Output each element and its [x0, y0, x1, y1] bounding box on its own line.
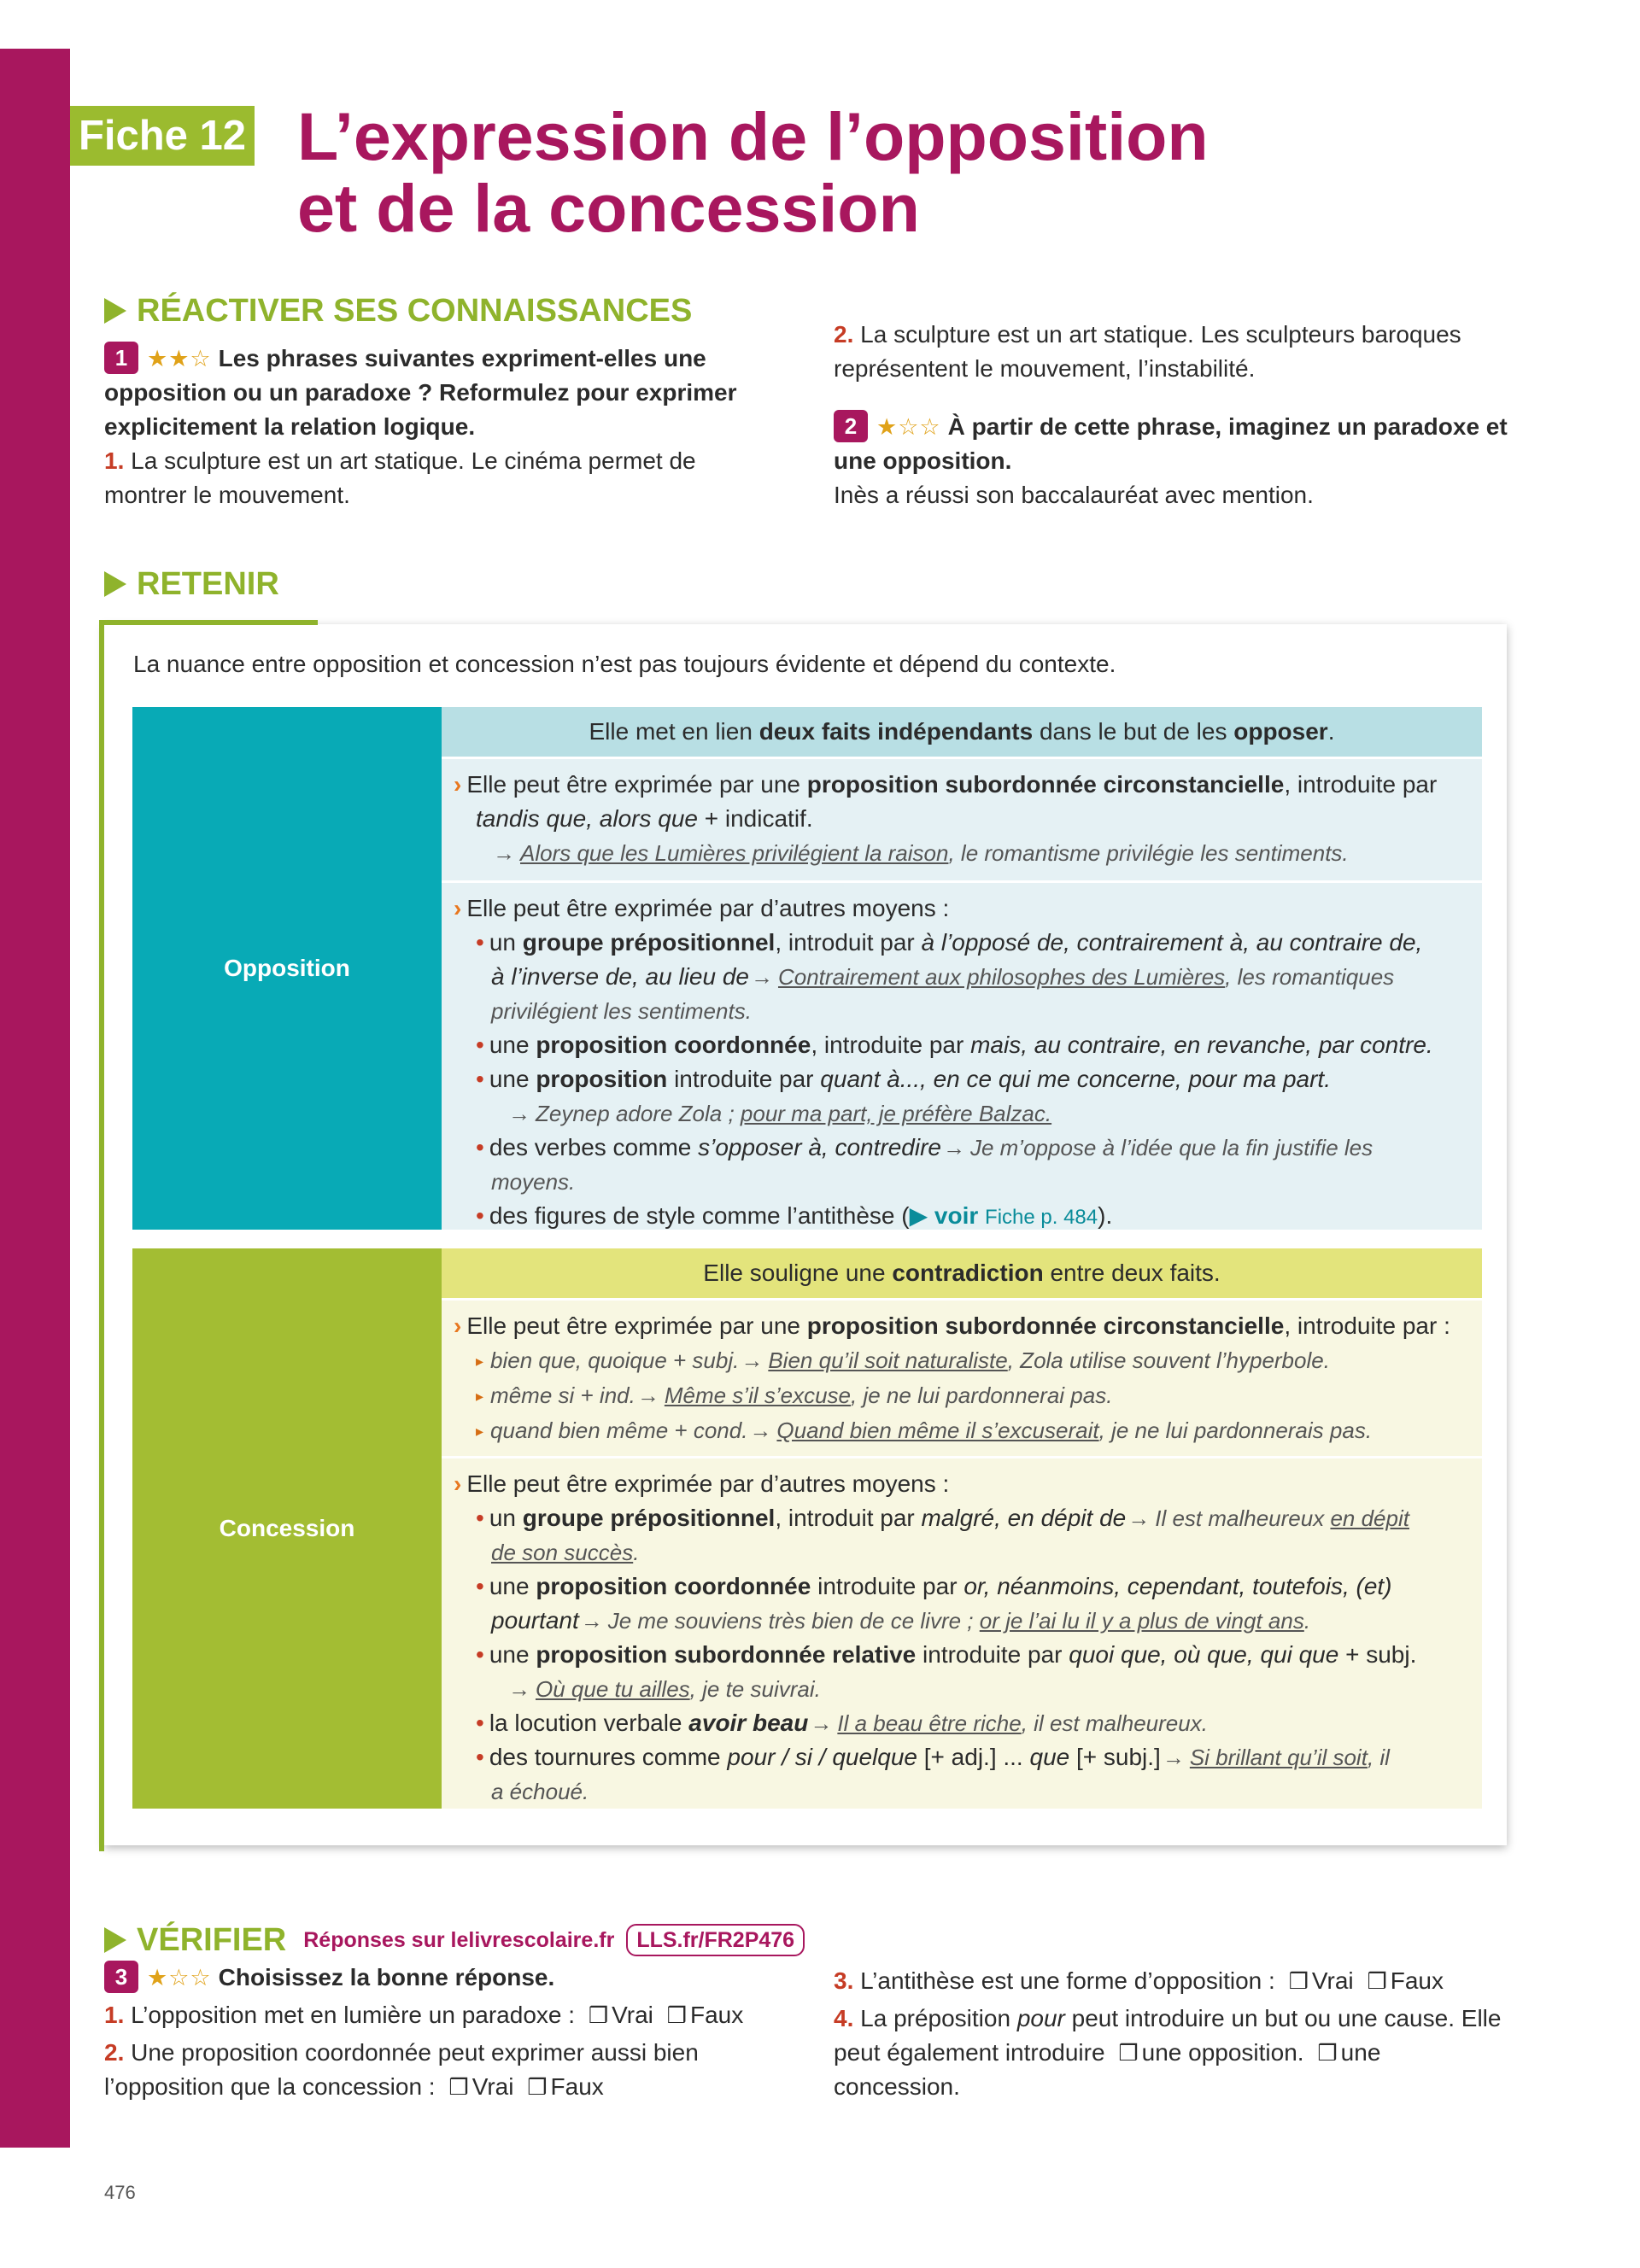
retenir-heading-text: RETENIR	[137, 566, 279, 602]
voir-link[interactable]: ▶ voir	[909, 1202, 979, 1229]
arrow-right-icon: →	[749, 1418, 772, 1443]
retenir-intro: La nuance entre opposition et concession n’est pas toujours évidente et dépend du contexte.	[133, 651, 1116, 677]
title-line-1: L’expression de l’opposition	[297, 98, 1209, 174]
checkbox-faux-q3[interactable]: ❒	[1367, 1968, 1387, 1994]
exercise-2-text: Inès a réussi son baccalauréat avec mention.	[834, 482, 1314, 508]
item-number: 2.	[104, 2039, 125, 2066]
difficulty-stars-icon: ★☆☆	[876, 414, 941, 440]
arrow-right-icon: →	[493, 840, 515, 866]
play-triangle-icon	[104, 1927, 126, 1953]
play-triangle-icon	[104, 571, 126, 597]
vrai-label: Vrai	[612, 2002, 653, 2028]
exercise-3-instruction: Choisissez la bonne réponse.	[218, 1964, 555, 1990]
arrow-right-icon: →	[942, 1135, 965, 1160]
retenir-accent-bar	[99, 620, 318, 625]
faux-label: Faux	[689, 2002, 744, 2028]
arrow-right-icon: →	[1128, 1505, 1151, 1531]
opposition-subordinate: › Elle peut être exprimée par une proposition subordonnée circonstancielle, introduite par tandis que, alors que + indicatif. → Alors que les Lumières privilégient la raison, le romantisme privilégie les sentiments.	[454, 771, 1438, 866]
item-number: 1.	[104, 2002, 125, 2028]
item-number: 1.	[104, 447, 125, 474]
exercise-3	[104, 1961, 788, 2104]
concession-other-means: › Elle peut être exprimée par d’autres moyens : • un groupe prépositionnel, introduit par malgré, en dépit de→ Il est malheureux en dépit de son succès. • une proposition coordonnée introduite par or, néanmoins, cependant, toutefois, (et) pourtant→ Je me souviens très bien de ce livre ; or je l’ai lu il y a plus de vingt ans. • une proposition subordonnée relative introduite par quoi que, où que, qui que + subj. → Où que tu ailles, je te suivrai. • la locution verbale avoir beau→ Il a beau être riche, il est malheureux. • des tournures comme pour / si / quelque [+ adj.] ... que [+ subj.]→ Si brillant qu’il soit, il a échoué.	[454, 1470, 1417, 1804]
lls-link[interactable]: LLS.fr/FR2P476	[626, 1924, 805, 1956]
reactiver-heading	[104, 292, 692, 330]
side-bar	[0, 49, 70, 2148]
arrow-right-icon: →	[508, 1101, 530, 1126]
question-4-start: La préposition	[860, 2005, 1017, 2031]
arrow-right-icon: →	[750, 964, 773, 990]
item-number: 3.	[834, 1967, 854, 1994]
reactiver-heading-text: RÉACTIVER SES CONNAISSANCES	[137, 293, 693, 329]
opposition-other-means: › Elle peut être exprimée par d’autres moyens : • un groupe prépositionnel, introduit par à l’opposé de, contrairement à, au contraire de, à l’inverse de, au lieu de→ Contrairement aux philosophes des Lumières, les romantiques privilégient les sentiments. • une proposition coordonnée, introduite par mais, au contraire, en revanche, par contre. • une proposition introduite par quant à..., en ce qui me concerne, pour ma part. → Zeynep adore Zola ; pour ma part, je préfère Balzac. • des verbes comme s’opposer à, contredire→ Je m’oppose à l’idée que la fin justifie les moyens. • des figures de style comme l’antithèse (▶ voir Fiche p. 484).	[454, 895, 1433, 1229]
fiche-reference-link[interactable]: Fiche p. 484	[985, 1206, 1098, 1229]
concession-definition: Elle souligne une contradiction entre deux faits.	[442, 1248, 1482, 1298]
small-triangle-icon: ▸	[476, 1388, 484, 1405]
checkbox-vrai-q1[interactable]: ❒	[588, 2002, 609, 2028]
question-4-end: peut introduire un but ou une cause. Elle peut également introduire	[834, 2005, 1502, 2066]
fiche-tag: Fiche 12	[70, 106, 255, 166]
play-triangle-icon	[104, 298, 126, 324]
chevron-right-icon: ›	[454, 1470, 462, 1497]
arrow-right-icon: →	[636, 1382, 659, 1408]
difficulty-stars-icon: ★☆☆	[147, 1965, 212, 1990]
answers-note: Réponses sur lelivrescolaire.fr	[303, 1928, 615, 1952]
item-number: 4.	[834, 2005, 854, 2031]
option-opposition: une opposition.	[1141, 2039, 1304, 2066]
retenir-heading	[104, 565, 279, 603]
vrai-label: Vrai	[472, 2073, 514, 2100]
verifier-heading	[104, 1921, 805, 1959]
concession-label-text: Concession	[219, 1515, 355, 1542]
exercise-1-item-2: La sculpture est un art statique. Les sculpteurs baroques représentent le mouvement, l’instabilité.	[834, 321, 1461, 382]
exercise-2-instruction: À partir de cette phrase, imaginez un paradoxe et une opposition.	[834, 413, 1508, 474]
exercise-1-badge: 1	[104, 342, 138, 374]
question-4-word: pour	[1016, 2005, 1065, 2031]
small-triangle-icon: ▸	[476, 1353, 484, 1370]
faux-label: Faux	[1390, 1967, 1444, 1994]
question-3: L’antithèse est une forme d’opposition :	[860, 1967, 1275, 1994]
exercise-3-badge: 3	[104, 1961, 138, 1993]
opposition-definition: Elle met en lien deux faits indépendants dans le but de les opposer.	[442, 707, 1482, 757]
exercise-2-badge: 2	[834, 410, 868, 442]
verifier-heading-text: VÉRIFIER	[137, 1922, 287, 1958]
chevron-right-icon: ›	[454, 1312, 462, 1339]
chevron-right-icon: ›	[454, 771, 462, 798]
arrow-right-icon: →	[810, 1710, 833, 1736]
option-concession: une concession.	[834, 2039, 1381, 2100]
faux-label: Faux	[550, 2073, 604, 2100]
checkbox-concession[interactable]: ❒	[1317, 2040, 1338, 2066]
arrow-right-icon: →	[1162, 1745, 1185, 1770]
vrai-label: Vrai	[1311, 1967, 1354, 1994]
checkbox-vrai-q2[interactable]: ❒	[448, 2074, 469, 2100]
exercise-3-continued	[834, 1964, 1508, 2104]
concession-subordinate: › Elle peut être exprimée par une proposition subordonnée circonstancielle, introduite par : ▸ bien que, quoique + subj.→ Bien qu’il soit naturaliste, Zola utilise souvent l’hyperbole. ▸ même si + ind.→ Même s’il s’excuse, je ne lui pardonnerai pas. ▸ quand bien même + cond.→ Quand bien même il s’excuserait, je ne lui pardonnerais pas.	[454, 1312, 1450, 1443]
opposition-label	[132, 707, 442, 1230]
question-2: Une proposition coordonnée peut exprimer aussi bien l’opposition que la concession :	[104, 2039, 699, 2100]
item-number: 2.	[834, 321, 854, 348]
exercise-1-item-1: La sculpture est un art statique. Le cinéma permet de montrer le mouvement.	[104, 447, 696, 508]
exercise-1-instruction: Les phrases suivantes expriment-elles une opposition ou un paradoxe ? Reformulez pour exprimer explicitement la relation logique.	[104, 345, 737, 440]
question-1: L’opposition met en lumière un paradoxe :	[131, 2002, 576, 2028]
arrow-right-icon: →	[741, 1347, 764, 1373]
title-line-2: et de la concession	[297, 170, 920, 246]
checkbox-faux-q2[interactable]: ❒	[527, 2074, 548, 2100]
opposition-content	[442, 707, 1482, 1230]
page-number: 476	[104, 2182, 136, 2203]
opposition-label-text: Opposition	[224, 955, 350, 982]
chevron-right-icon: ›	[454, 895, 462, 921]
checkbox-vrai-q3[interactable]: ❒	[1288, 1968, 1309, 1994]
concession-label	[132, 1248, 442, 1809]
retenir-left-bar	[99, 620, 104, 1851]
arrow-right-icon: →	[508, 1676, 530, 1702]
difficulty-stars-icon: ★★☆	[147, 346, 212, 371]
arrow-right-icon: →	[580, 1608, 603, 1634]
page-title	[297, 98, 1493, 246]
exercise-1-continued	[834, 318, 1508, 512]
exercise-1	[104, 342, 779, 512]
checkbox-opposition[interactable]: ❒	[1118, 2040, 1139, 2066]
checkbox-faux-q1[interactable]: ❒	[666, 2002, 687, 2028]
small-triangle-icon: ▸	[476, 1423, 484, 1440]
concession-content	[442, 1248, 1482, 1809]
